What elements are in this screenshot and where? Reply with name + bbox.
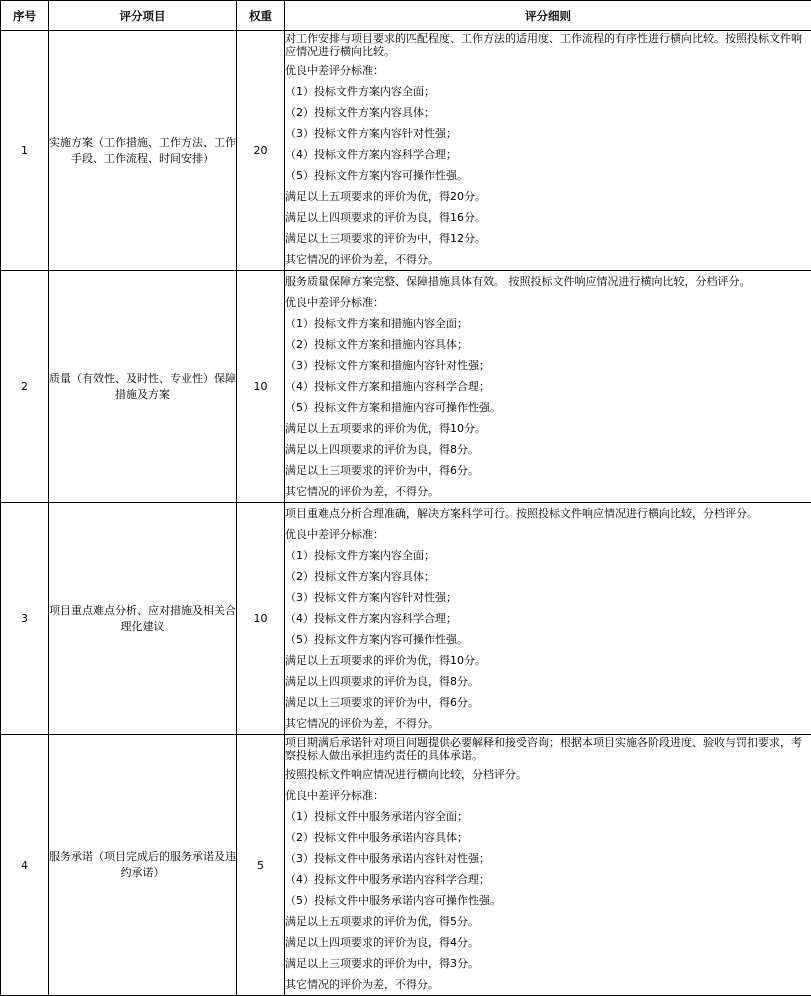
table-row (1, 503, 811, 735)
detail-line: （3）投标文件方案内容针对性强； (285, 587, 811, 608)
header-detail: 评分细则 (285, 1, 811, 31)
detail-line: 其它情况的评价为差，不得分。 (285, 974, 811, 995)
detail-line: （1）投标文件中服务承诺内容全面； (285, 806, 811, 827)
detail-line: 其它情况的评价为差，不得分。 (285, 249, 811, 270)
detail-line: 按照投标文件响应情况进行横向比较，分档评分。 (285, 764, 811, 785)
detail-line: （2）投标文件方案和措施内容具体； (285, 334, 811, 355)
header-row (1, 1, 811, 31)
detail-line: 满足以上三项要求的评价为中，得6分。 (285, 692, 811, 713)
header-item: 评分项目 (49, 1, 237, 31)
row-index: 4 (1, 735, 49, 996)
detail-intro: 项目期满后承诺针对项目问题提供必要解释和接受咨询；根据本项目实施各阶段进度、验收与罚扣要求，考察投标人做出承担违约责任的具体承诺。 (285, 735, 811, 764)
row-detail (285, 31, 811, 271)
detail-line: 满足以上五项要求的评价为优，得10分。 (285, 418, 811, 439)
detail-line: （1）投标文件方案内容全面； (285, 81, 811, 102)
detail-line: 优良中差评分标准： (285, 60, 811, 81)
row-weight: 10 (237, 271, 285, 503)
detail-line: （3）投标文件方案内容针对性强； (285, 123, 811, 144)
detail-line: 优良中差评分标准： (285, 785, 811, 806)
detail-line: （5）投标文件方案内容可操作性强。 (285, 629, 811, 650)
detail-line: （5）投标文件中服务承诺内容可操作性强。 (285, 890, 811, 911)
detail-line: 满足以上三项要求的评价为中，得12分。 (285, 228, 811, 249)
table-row (1, 271, 811, 503)
detail-line: 满足以上四项要求的评价为良，得16分。 (285, 207, 811, 228)
row-index: 1 (1, 31, 49, 271)
detail-line: （1）投标文件方案和措施内容全面； (285, 313, 811, 334)
detail-line: （4）投标文件方案内容科学合理； (285, 144, 811, 165)
row-item: 质量（有效性、及时性、专业性）保障措施及方案 (49, 271, 237, 503)
row-detail (285, 271, 811, 503)
table-row (1, 735, 811, 996)
detail-line: （5）投标文件方案内容可操作性强。 (285, 165, 811, 186)
detail-intro: 服务质量保障方案完整、保障措施具体有效。 按照投标文件响应情况进行横向比较，分档评分。 (285, 271, 811, 292)
detail-line: 优良中差评分标准： (285, 292, 811, 313)
row-weight: 5 (237, 735, 285, 996)
detail-line: 其它情况的评价为差，不得分。 (285, 481, 811, 502)
detail-line: （2）投标文件中服务承诺内容具体； (285, 827, 811, 848)
detail-line: 优良中差评分标准： (285, 524, 811, 545)
detail-intro: 对工作安排与项目要求的匹配程度、工作方法的适用度、工作流程的有序性进行横向比较。按照投标文件响应情况进行横向比较。 (285, 31, 811, 60)
detail-line: （4）投标文件中服务承诺内容科学合理； (285, 869, 811, 890)
row-weight: 20 (237, 31, 285, 271)
detail-line: （4）投标文件方案内容科学合理； (285, 608, 811, 629)
detail-line: （2）投标文件方案内容具体； (285, 566, 811, 587)
detail-line: （2）投标文件方案内容具体； (285, 102, 811, 123)
detail-line: （3）投标文件方案和措施内容针对性强； (285, 355, 811, 376)
row-index: 3 (1, 503, 49, 735)
detail-line: （3）投标文件中服务承诺内容针对性强； (285, 848, 811, 869)
detail-line: 满足以上三项要求的评价为中，得6分。 (285, 460, 811, 481)
detail-line: （1）投标文件方案内容全面； (285, 545, 811, 566)
row-detail (285, 503, 811, 735)
row-item: 实施方案（工作措施、工作方法、工作手段、工作流程、时间安排） (49, 31, 237, 271)
row-weight: 10 (237, 503, 285, 735)
detail-line: 满足以上三项要求的评价为中，得3分。 (285, 953, 811, 974)
detail-intro: 项目重难点分析合理准确，解决方案科学可行。按照投标文件响应情况进行横向比较，分档评分。 (285, 503, 811, 524)
detail-line: 满足以上五项要求的评价为优，得5分。 (285, 911, 811, 932)
row-item: 项目重点难点分析、应对措施及相关合理化建议 (49, 503, 237, 735)
detail-line: 满足以上四项要求的评价为良，得8分。 (285, 439, 811, 460)
detail-line: （4）投标文件方案和措施内容科学合理； (285, 376, 811, 397)
table-row (1, 31, 811, 271)
row-item: 服务承诺（项目完成后的服务承诺及违约承诺） (49, 735, 237, 996)
header-weight: 权重 (237, 1, 285, 31)
detail-line: 满足以上五项要求的评价为优，得20分。 (285, 186, 811, 207)
detail-line: 满足以上四项要求的评价为良，得8分。 (285, 671, 811, 692)
row-detail (285, 735, 811, 996)
detail-line: 其它情况的评价为差，不得分。 (285, 713, 811, 734)
row-index: 2 (1, 271, 49, 503)
detail-line: 满足以上五项要求的评价为优，得10分。 (285, 650, 811, 671)
detail-line: （5）投标文件方案和措施内容可操作性强。 (285, 397, 811, 418)
detail-line: 满足以上四项要求的评价为良，得4分。 (285, 932, 811, 953)
header-index: 序号 (1, 1, 49, 31)
